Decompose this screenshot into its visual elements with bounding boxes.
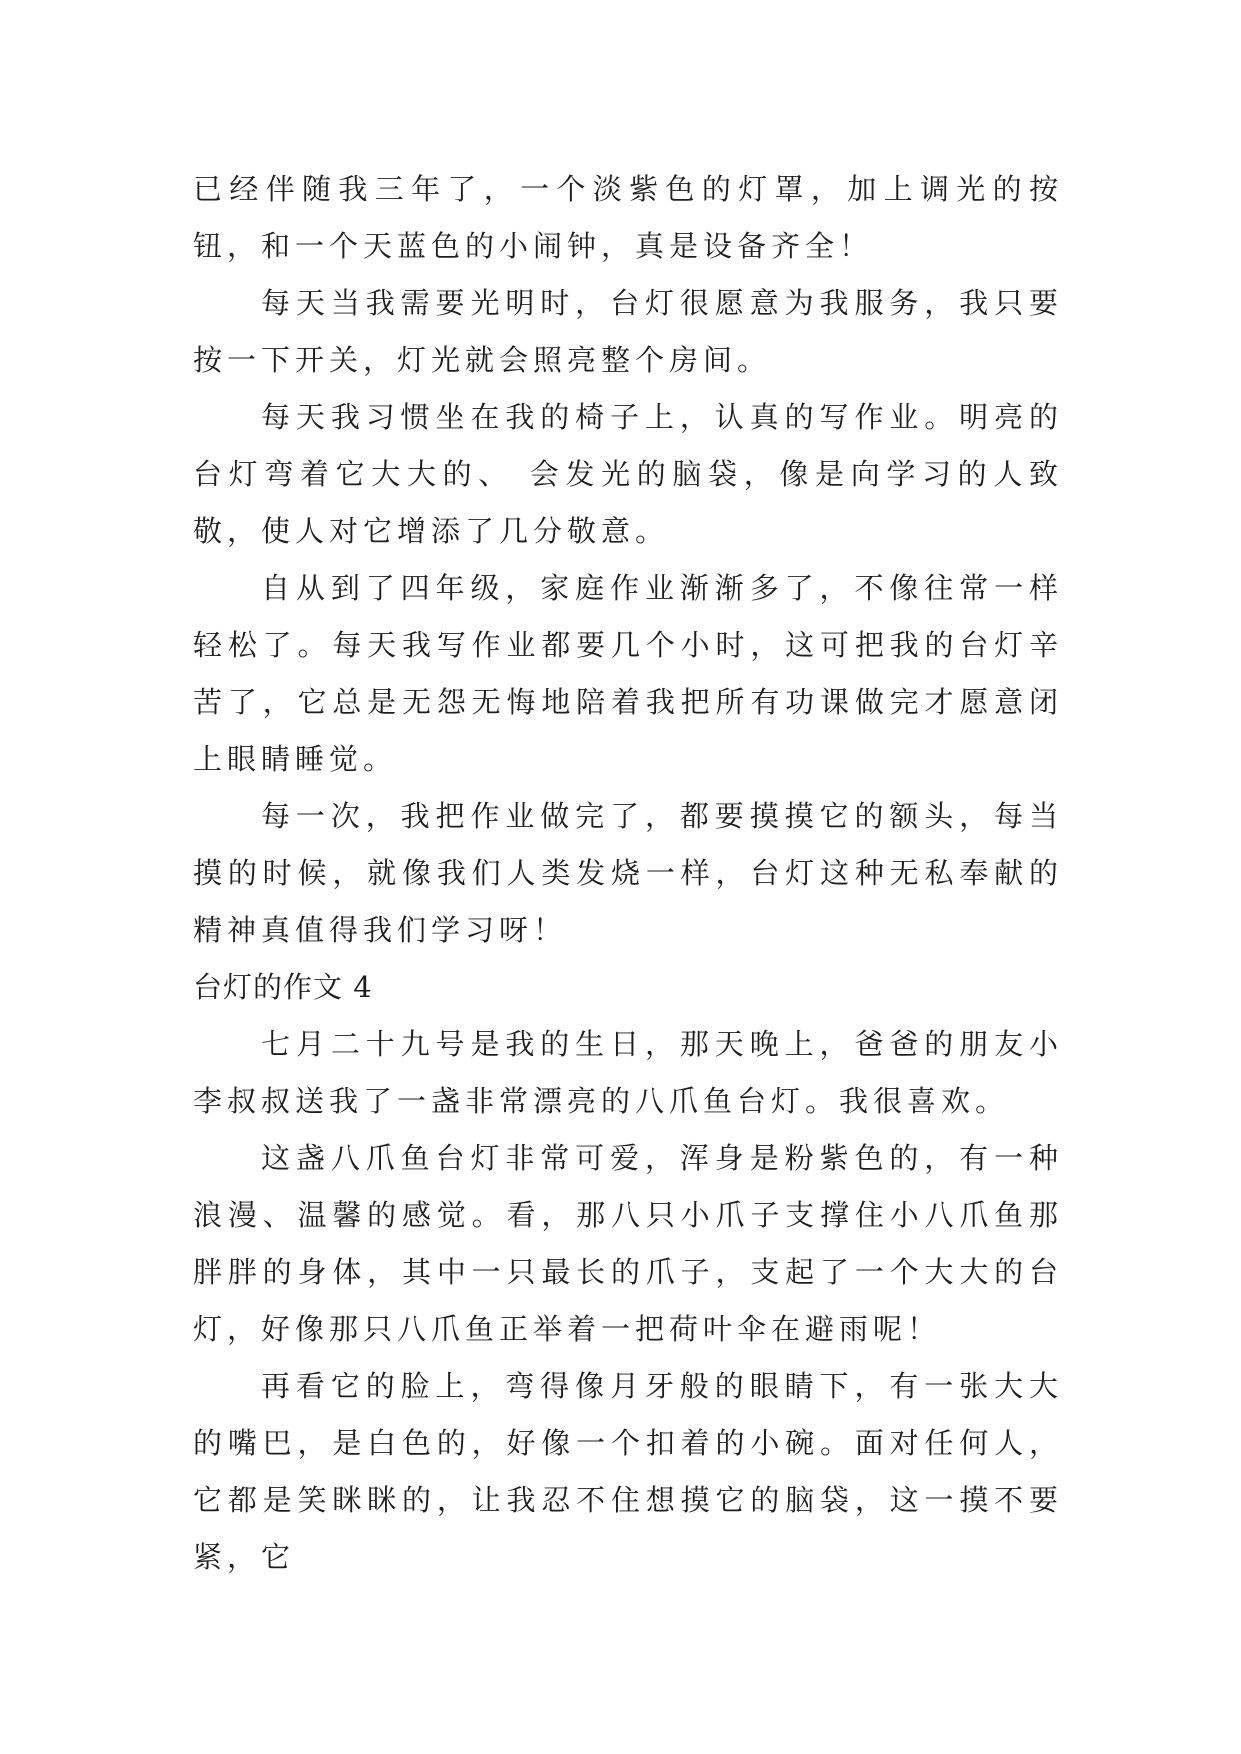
paragraph: 再看它的脸上，弯得像月牙般的眼睛下，有一张大大的嘴巴，是白色的，好像一个扣着的小碗。面对任何人，它都是笑眯眯的，让我忍不住想摸它的脑袋，这一摸不要紧，它 — [193, 1369, 1063, 1574]
paragraph: 每天我习惯坐在我的椅子上，认真的写作业。明亮的台灯弯着它大大的、 会发光的脑袋，像是向学习的人致敬，使人对它增添了几分敬意。 — [193, 400, 1063, 548]
paragraph: 七月二十九号是我的生日，那天晚上，爸爸的朋友小李叔叔送我了一盏非常漂亮的八爪鱼台灯。我很喜欢。 — [193, 1027, 1063, 1118]
essay-heading: 台灯的作文 4 — [193, 970, 373, 1004]
paragraph: 这盏八爪鱼台灯非常可爱，浑身是粉紫色的，有一种浪漫、温馨的感觉。看，那八只小爪子支撑住小八爪鱼那胖胖的身体，其中一只最长的爪子，支起了一个大大的台灯，好像那只八爪鱼正举着一把荷叶伞在避雨呢！ — [193, 1141, 1063, 1346]
paragraph: 每天当我需要光明时，台灯很愿意为我服务，我只要按一下开关，灯光就会照亮整个房间。 — [193, 286, 1063, 377]
paragraph-continuation: 已经伴随我三年了，一个淡紫色的灯罩，加上调光的按钮，和一个天蓝色的小闹钟，真是设备齐全！ — [193, 172, 1063, 263]
paragraph: 每一次，我把作业做完了，都要摸摸它的额头，每当摸的时候，就像我们人类发烧一样，台灯这种无私奉献的精神真值得我们学习呀！ — [193, 799, 1063, 947]
paragraph: 自从到了四年级，家庭作业渐渐多了，不像往常一样轻松了。每天我写作业都要几个小时，这可把我的台灯辛苦了，它总是无怨无悔地陪着我把所有功课做完才愿意闭上眼睛睡觉。 — [193, 571, 1063, 776]
essay-body — [193, 161, 1063, 1586]
